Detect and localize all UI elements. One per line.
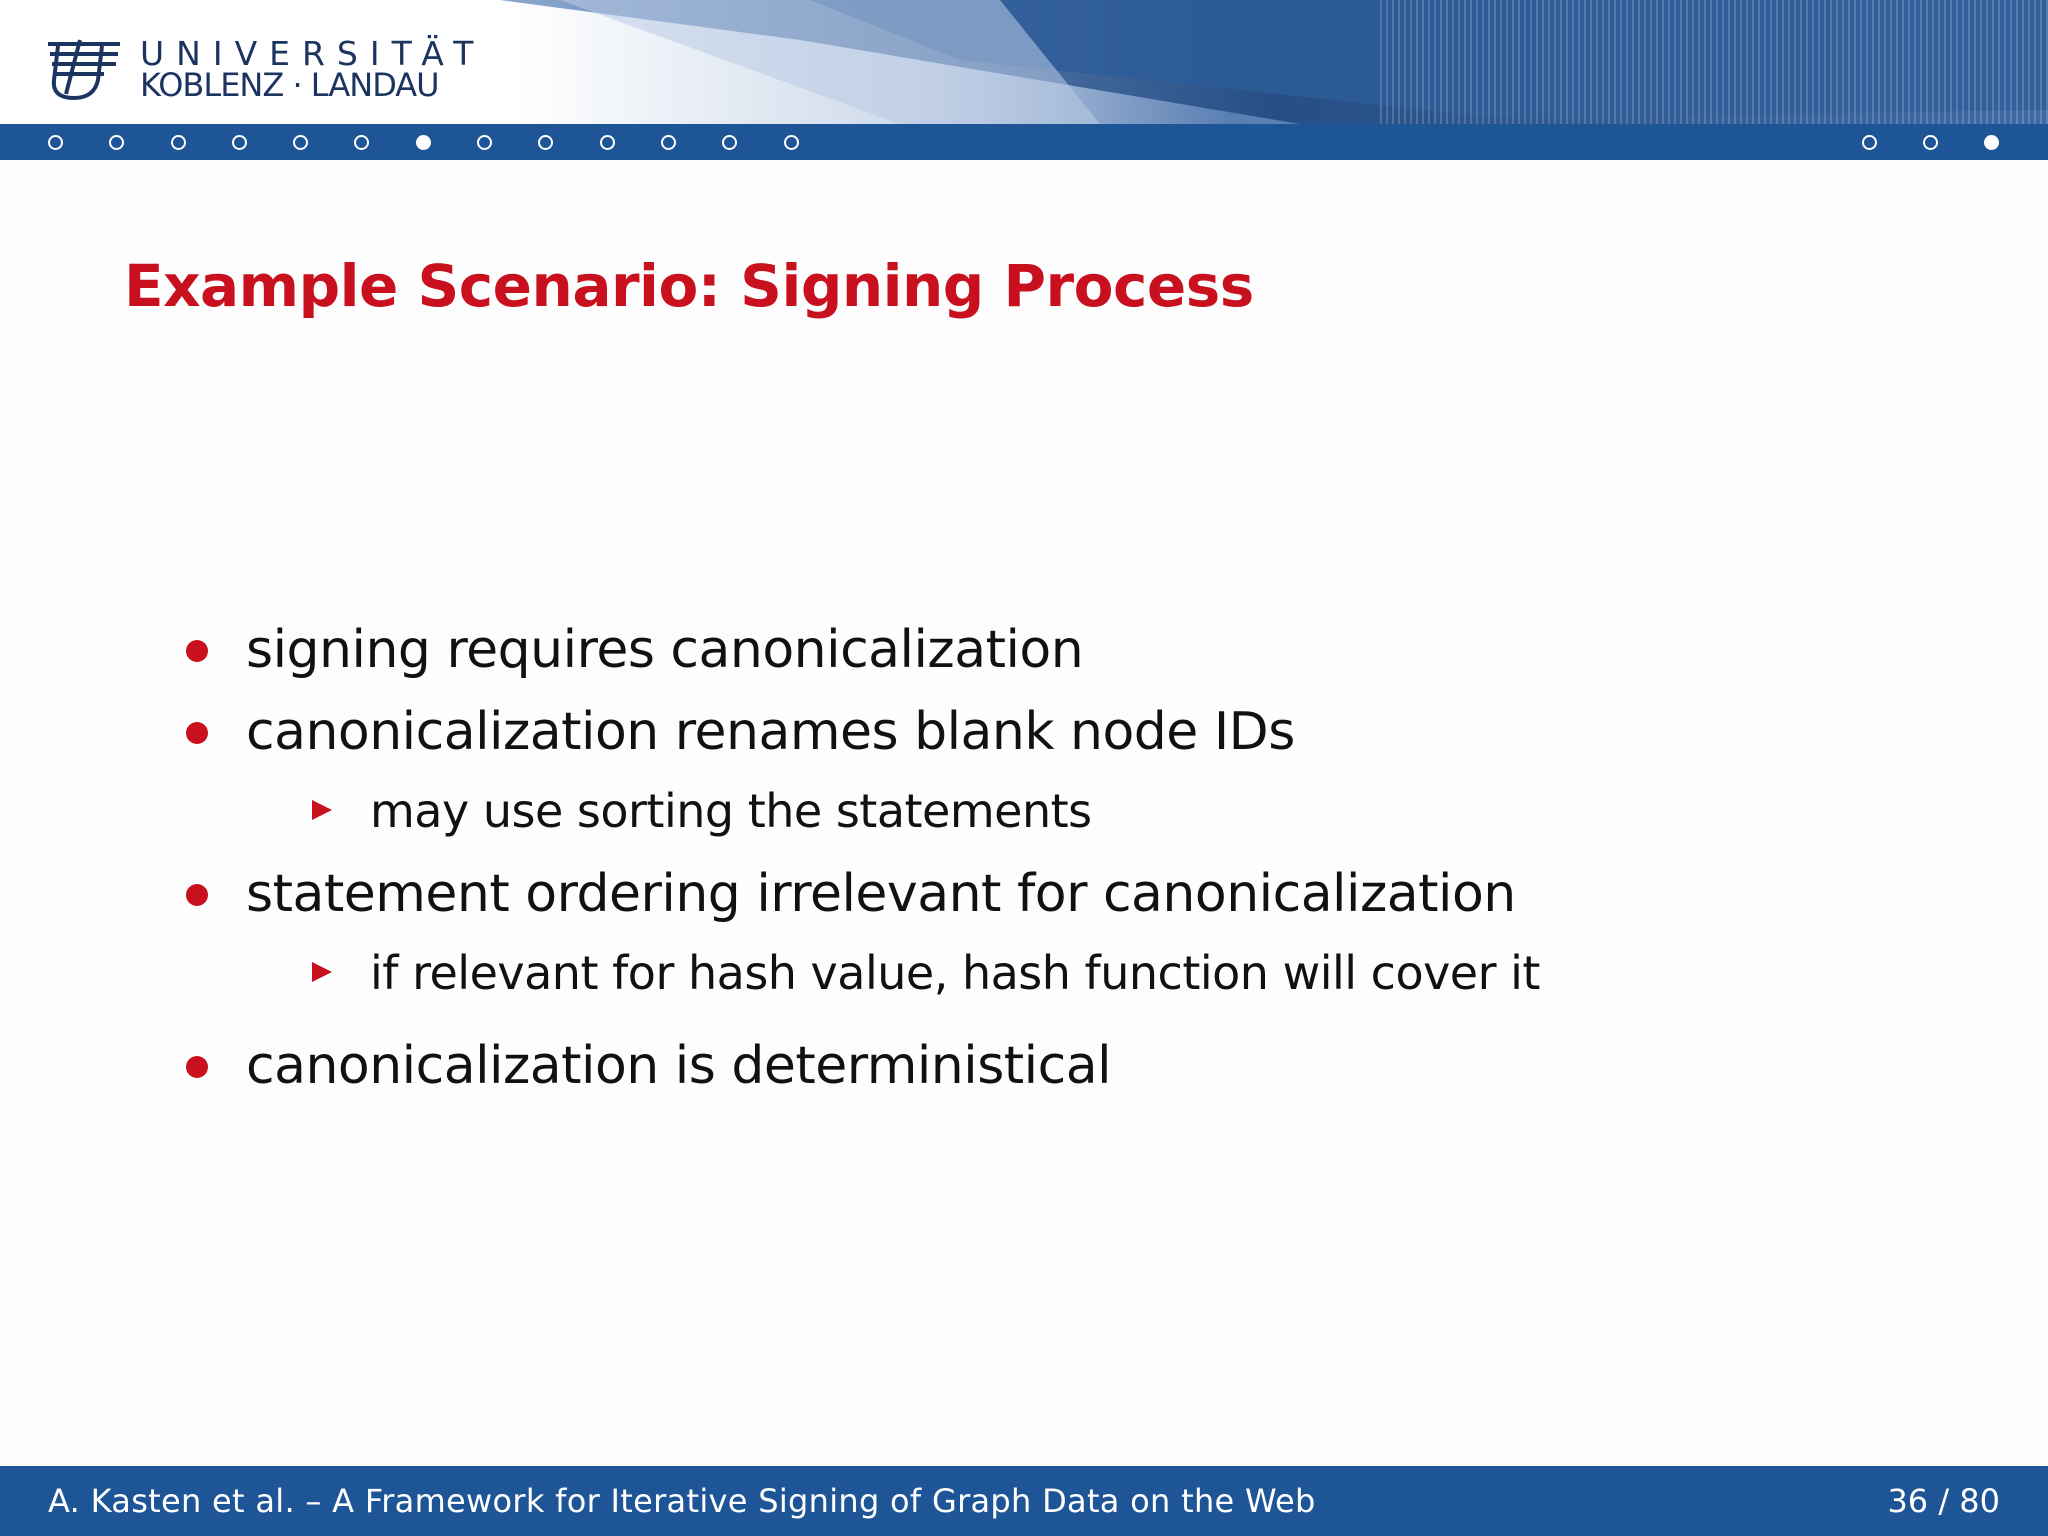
nav-subslide-dot-1[interactable] [1862,135,1877,150]
nav-slide-dot-7[interactable] [416,135,431,150]
subsection-slide-dots [1862,124,2045,160]
page-number: 36 / 80 [1887,1482,2000,1520]
nav-slide-dot-13[interactable] [784,135,799,150]
university-logo [44,34,486,104]
header-banner [0,0,2048,124]
nav-slide-dot-1[interactable] [48,135,63,150]
bullet-dot-icon [186,884,208,906]
bullet-text: signing requires canonicalization [246,620,1084,680]
bullet-text: statement ordering irrelevant for canonicalization [246,864,1516,924]
triangle-bullet-icon [312,962,332,982]
nav-slide-dot-12[interactable] [722,135,737,150]
logo-university-text: UNIVERSITÄT [140,34,486,73]
slide-footer [0,1466,2048,1536]
nav-slide-dot-6[interactable] [354,135,369,150]
sub-bullet-text: may use sorting the statements [370,784,1092,838]
nav-slide-dot-3[interactable] [171,135,186,150]
logo-campus-text: KOBLENZ · LANDAU [140,66,439,104]
bullet-text: canonicalization renames blank node IDs [246,702,1295,762]
bullet-dot-icon [186,1056,208,1078]
nav-slide-dot-10[interactable] [600,135,615,150]
slide-title: Example Scenario: Signing Process [124,252,1254,320]
bullet-text: canonicalization is deterministical [246,1036,1112,1096]
nav-slide-dot-9[interactable] [538,135,553,150]
footer-citation: A. Kasten et al. – A Framework for Iterative Signing of Graph Data on the Web [48,1482,1316,1520]
nav-slide-dot-11[interactable] [661,135,676,150]
triangle-bullet-icon [312,800,332,820]
nav-subslide-dot-3[interactable] [1984,135,1999,150]
nav-slide-dot-5[interactable] [293,135,308,150]
sub-bullet-text: if relevant for hash value, hash function will cover it [370,946,1540,1000]
bullet-dot-icon [186,640,208,662]
section-slide-dots [48,124,845,160]
nav-slide-dot-4[interactable] [232,135,247,150]
nav-slide-dot-2[interactable] [109,135,124,150]
bullet-dot-icon [186,722,208,744]
university-logo-icon [44,34,124,104]
nav-slide-dot-8[interactable] [477,135,492,150]
slide-navigation-bar [0,124,2048,160]
nav-subslide-dot-2[interactable] [1923,135,1938,150]
